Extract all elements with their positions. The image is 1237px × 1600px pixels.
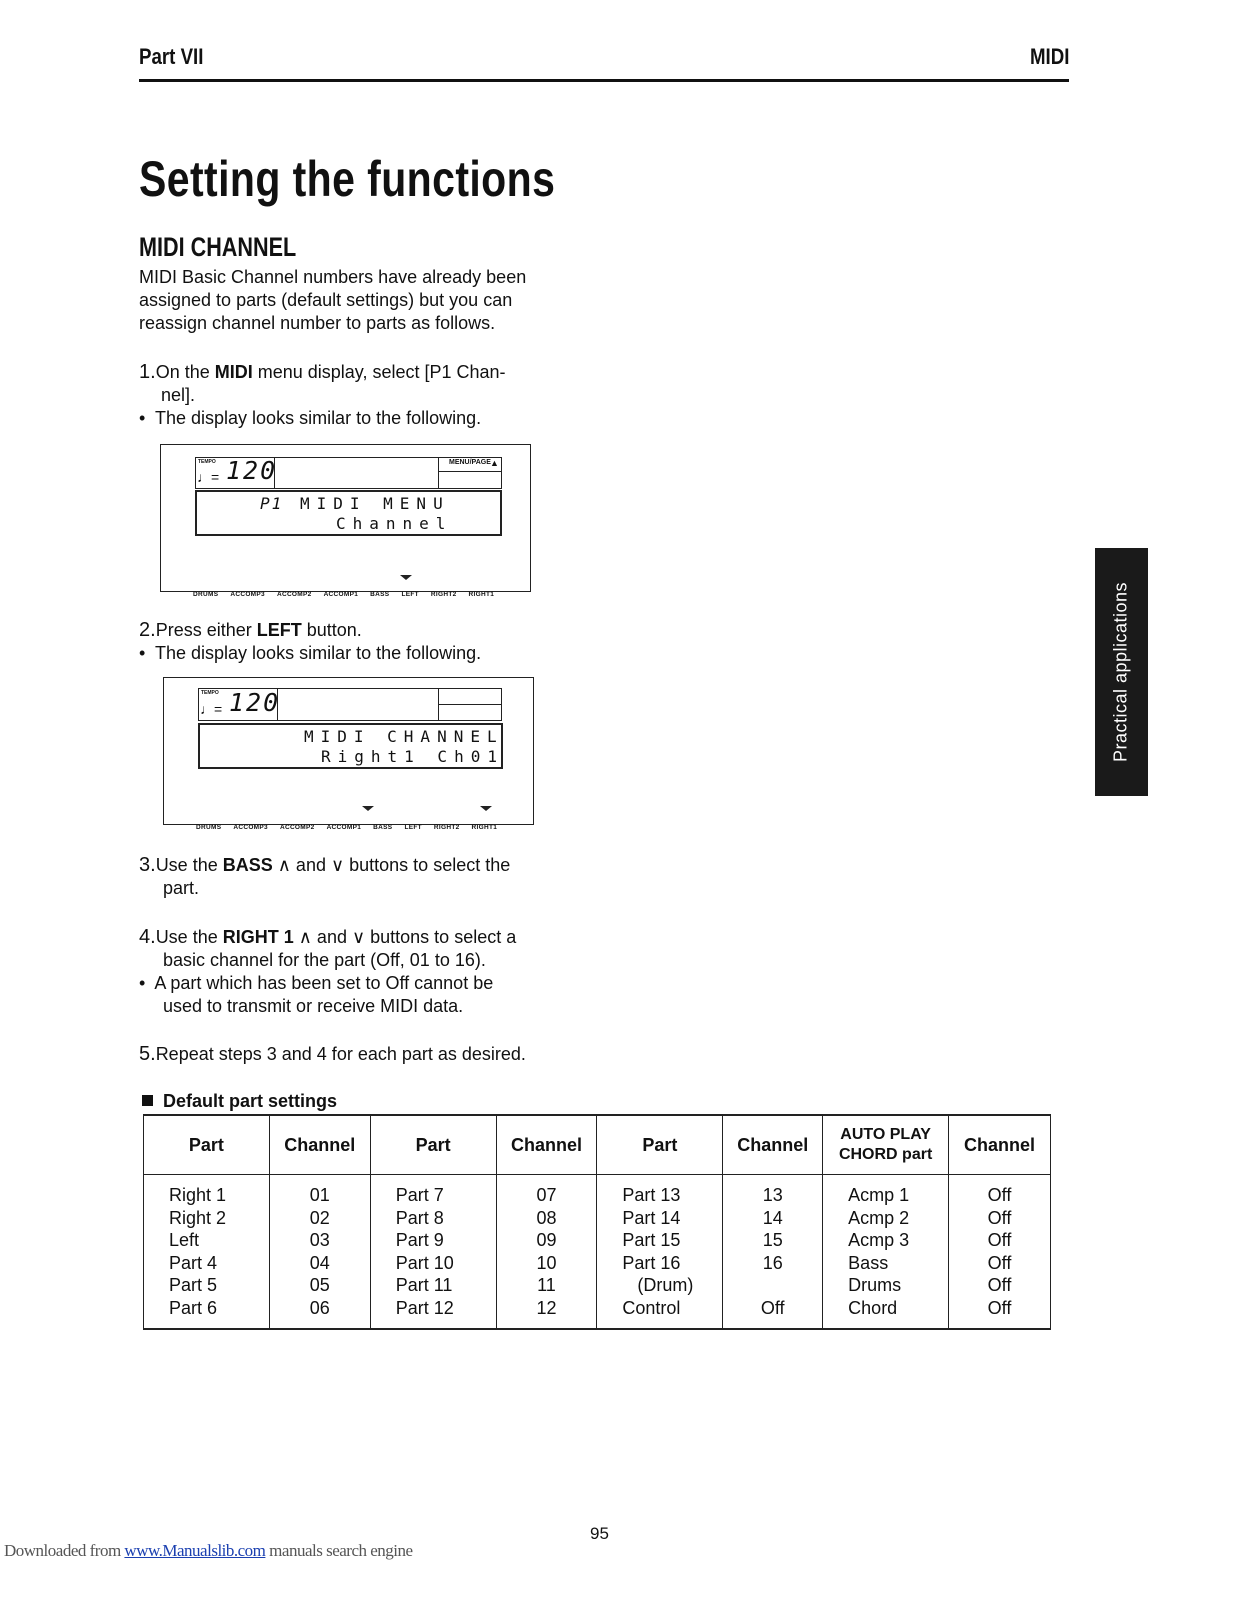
download-footer (4, 1541, 413, 1561)
manualslib-link[interactable]: www.Manualslib.com (124, 1541, 266, 1560)
bullet-text: A part which has been set to Off cannot be (154, 973, 494, 993)
cell-value: Part 6 (169, 1297, 218, 1318)
step-text: Repeat steps 3 and 4 for each part as desired. (155, 1044, 526, 1064)
step-text: Press either (155, 620, 257, 640)
cell-value: Acmp 3 (848, 1230, 910, 1251)
table-row (144, 1175, 1051, 1330)
lcd-display-2 (163, 677, 534, 831)
step-5 (139, 1043, 579, 1066)
tempo-box (195, 456, 278, 489)
part-label: DRUMS (193, 591, 219, 598)
lcd-text-area (195, 490, 502, 536)
cell-value: Part 8 (395, 1207, 444, 1228)
step-text: menu display, select [P1 Chan- (252, 362, 506, 382)
step-4 (139, 926, 579, 1018)
table-header: Channel (723, 1115, 823, 1175)
cell-value: 01 (309, 1185, 330, 1205)
intro-line: reassign channel number to parts as follows. (139, 313, 496, 333)
part-label: LEFT (404, 824, 422, 831)
menu-page-box (438, 688, 502, 721)
cell-value: Acmp 1 (848, 1185, 910, 1205)
part-label: ACCOMP2 (276, 591, 312, 598)
part-label: RIGHT1 (471, 824, 498, 831)
cell-value: Part 4 (169, 1252, 218, 1273)
step-text: part. (163, 878, 200, 898)
cell-value: 06 (309, 1297, 330, 1318)
page-title: Setting the functions (139, 151, 556, 207)
bullet-text: used to transmit or receive MIDI data. (163, 996, 464, 1016)
step-number: 1. (139, 361, 156, 383)
cell-value: Part 9 (395, 1230, 444, 1251)
header-line: CHORD part (838, 1146, 933, 1163)
table-caption-text: Default part settings (163, 1091, 338, 1111)
side-tab (1095, 548, 1148, 796)
cell-value: Part 7 (395, 1185, 444, 1205)
part-label: ACCOMP3 (230, 591, 265, 598)
cell-value: Bass (848, 1252, 889, 1273)
down-arrow-icon (480, 806, 492, 811)
part-label: ACCOMP2 (279, 824, 315, 831)
step-text: Use the (155, 855, 223, 875)
cell-value: Part 13 (622, 1185, 681, 1205)
part-label: ACCOMP1 (326, 824, 362, 831)
cell-value: Off (987, 1275, 1012, 1296)
part-label: ACCOMP1 (323, 591, 359, 598)
cell-value: 15 (762, 1230, 783, 1251)
bullet-text: The display looks similar to the following. (155, 643, 482, 663)
part-label: LEFT (401, 591, 419, 598)
table-cell-channel (269, 1175, 370, 1330)
intro-line: MIDI Basic Channel numbers have already been (139, 267, 527, 287)
cell-value: 08 (536, 1207, 557, 1228)
table-header-row (144, 1115, 1051, 1175)
lcd-page-prefix: P1 (260, 494, 284, 513)
cell-value: Part 5 (169, 1275, 218, 1296)
step-bold: MIDI (214, 362, 253, 382)
lcd-part-labels (193, 591, 506, 598)
cell-value: Right 2 (169, 1207, 227, 1228)
menu-page-label: MENU/PAGE (449, 459, 491, 466)
part-label: ACCOMP3 (233, 824, 268, 831)
part-label: BASS (373, 824, 393, 831)
cell-value: 02 (309, 1207, 330, 1228)
lcd-line-2: Right1 Ch01 (321, 747, 504, 766)
cell-value: Acmp 2 (848, 1207, 910, 1228)
part-label: BASS (370, 591, 390, 598)
divider (439, 704, 501, 705)
table-header: Part (144, 1115, 270, 1175)
default-part-settings-table (143, 1114, 1051, 1330)
bullet-icon: • (139, 643, 146, 663)
step-number: 4. (139, 926, 156, 948)
step-bold: LEFT (256, 620, 302, 640)
section-heading: MIDI CHANNEL (139, 232, 297, 262)
step-1 (139, 361, 579, 430)
tempo-label: TEMPO (201, 690, 219, 696)
lcd-line-1: MIDI CHANNEL (304, 727, 504, 746)
cell-value: (Drum) (622, 1275, 694, 1296)
down-arrow-icon (362, 806, 374, 811)
step-text: button. (301, 620, 362, 640)
table-cell-part (597, 1175, 723, 1330)
cell-value: 13 (762, 1185, 783, 1205)
part-label: RIGHT2 (433, 824, 460, 831)
cell-value: 05 (309, 1275, 330, 1296)
step-text: nel]. (161, 385, 196, 405)
table-cell-channel (496, 1175, 597, 1330)
bullet-text: The display looks similar to the following. (155, 408, 482, 428)
cell-value: Left (169, 1230, 200, 1251)
intro-paragraph (139, 266, 579, 335)
footer-text: manuals search engine (265, 1541, 413, 1560)
step-bold: RIGHT 1 (222, 927, 294, 947)
tempo-box (198, 688, 281, 721)
footer-text: Downloaded from (4, 1541, 125, 1560)
table-header: Part (370, 1115, 496, 1175)
table-header: Part (597, 1115, 723, 1175)
cell-value: Chord (848, 1297, 898, 1318)
table-header: Channel (496, 1115, 597, 1175)
step-bold: BASS (222, 855, 273, 875)
down-arrow-icon (400, 575, 412, 580)
step-text: ∧ and ∨ buttons to select the (272, 855, 511, 875)
bullet-icon: • (139, 973, 146, 993)
square-bullet-icon (142, 1095, 153, 1106)
cell-value: 16 (762, 1252, 783, 1273)
lcd-display-1 (160, 444, 531, 598)
cell-value: Part 10 (395, 1252, 454, 1273)
cell-value: Part 15 (622, 1230, 681, 1251)
cell-value: Part 11 (395, 1275, 453, 1296)
table-caption (142, 1091, 337, 1112)
table-cell-channel (949, 1175, 1051, 1330)
header-line: AUTO PLAY (840, 1126, 931, 1143)
page-number: 95 (590, 1524, 609, 1543)
step-number: 2. (139, 619, 156, 641)
bullet-icon: • (139, 408, 146, 428)
cell-value: 12 (536, 1297, 557, 1318)
cell-value: Part 16 (622, 1252, 681, 1273)
table-cell-channel (723, 1175, 823, 1330)
cell-value: Part 14 (622, 1207, 681, 1228)
up-arrow-icon: ▲ (490, 458, 499, 468)
lcd-top-band (276, 688, 438, 721)
cell-value: 09 (536, 1230, 557, 1251)
side-tab-label: Practical applications (1110, 581, 1131, 763)
table-header (823, 1115, 949, 1175)
cell-value: Control (622, 1297, 681, 1318)
cell-value: Drums (848, 1275, 902, 1296)
part-label: RIGHT2 (430, 591, 457, 598)
cell-value: Off (987, 1230, 1012, 1251)
note-icon: ♩= (197, 469, 220, 485)
intro-line: assigned to parts (default settings) but you can (139, 290, 513, 310)
table-cell-part (144, 1175, 270, 1330)
tempo-value: 120 (229, 688, 281, 717)
cell-value: Off (987, 1297, 1012, 1318)
cell-value: 04 (309, 1252, 330, 1273)
cell-value: 11 (537, 1275, 556, 1296)
menu-page-box (438, 457, 502, 489)
step-2 (139, 619, 579, 665)
cell-value: 03 (309, 1230, 330, 1251)
note-icon: ♩= (200, 701, 223, 717)
header-topic-label: MIDI (1029, 44, 1069, 69)
table-header: Channel (269, 1115, 370, 1175)
step-text: On the (155, 362, 215, 382)
cell-value: Off (760, 1297, 785, 1318)
table-cell-part (370, 1175, 496, 1330)
tempo-label: TEMPO (198, 459, 216, 465)
header-part-label: Part VII (139, 44, 204, 69)
step-3 (139, 854, 579, 900)
lcd-text-area (198, 723, 503, 769)
cell-value: Part 12 (395, 1297, 454, 1318)
tempo-value: 120 (226, 456, 278, 485)
lcd-line-1: MIDI MENU (300, 494, 450, 513)
lcd-line-2: Channel (336, 514, 453, 533)
cell-value: 14 (762, 1207, 783, 1228)
part-label: RIGHT1 (468, 591, 495, 598)
lcd-part-labels (196, 824, 509, 831)
cell-value: Off (987, 1185, 1012, 1205)
cell-value: Off (987, 1252, 1012, 1273)
step-number: 3. (139, 854, 156, 876)
cell-value: Off (987, 1207, 1012, 1228)
divider (439, 471, 501, 472)
cell-value: 10 (536, 1252, 557, 1273)
step-text: Use the (155, 927, 223, 947)
step-number: 5. (139, 1043, 156, 1065)
header-rule (139, 79, 1069, 82)
table-cell-part (823, 1175, 949, 1330)
lcd-top-band (273, 457, 438, 489)
step-text: basic channel for the part (Off, 01 to 16). (163, 950, 486, 970)
cell-value: 07 (536, 1185, 557, 1205)
step-text: ∧ and ∨ buttons to select a (293, 927, 517, 947)
table-header: Channel (949, 1115, 1051, 1175)
cell-value (723, 1274, 822, 1297)
cell-value: Right 1 (169, 1185, 227, 1205)
part-label: DRUMS (196, 824, 222, 831)
